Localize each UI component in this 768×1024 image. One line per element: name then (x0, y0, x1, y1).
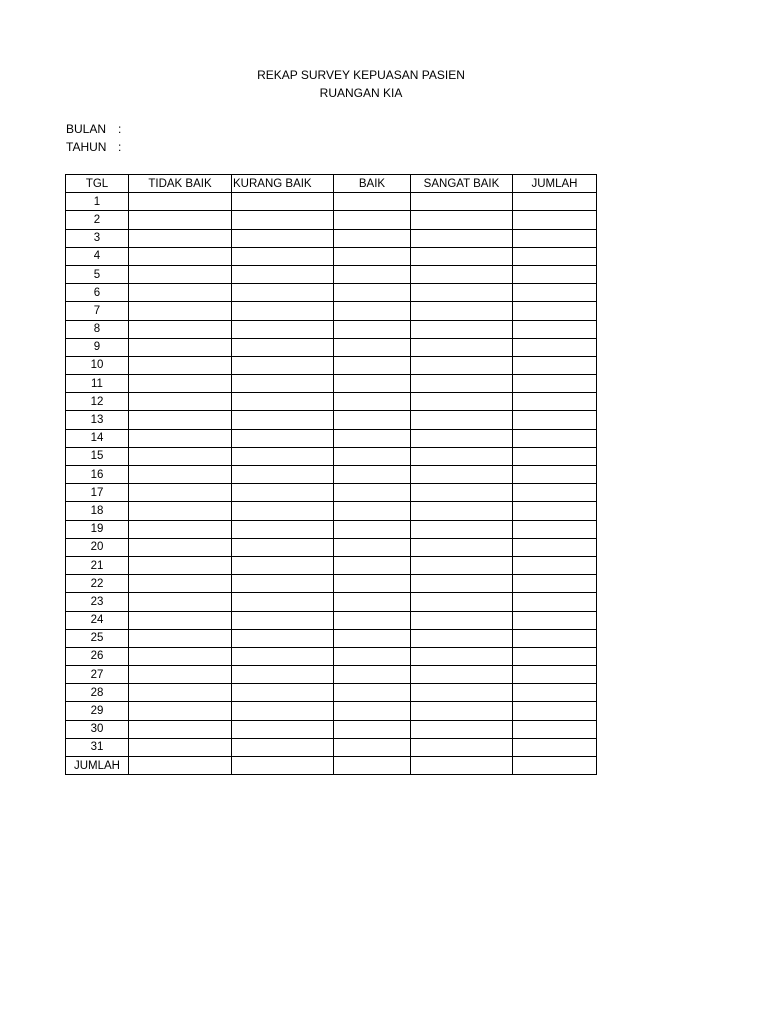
jumlah-cell (513, 411, 597, 429)
jumlah-cell (513, 320, 597, 338)
tidak-baik-cell (129, 684, 232, 702)
column-header-kurang-baik: KURANG BAIK (232, 175, 334, 193)
baik-cell (334, 556, 411, 574)
baik-cell (334, 229, 411, 247)
tahun-value: : (118, 140, 122, 154)
total-label-cell: JUMLAH (66, 757, 129, 775)
tidak-baik-cell (129, 411, 232, 429)
tgl-cell: 12 (66, 393, 129, 411)
table-row (66, 302, 597, 320)
tgl-cell: 19 (66, 520, 129, 538)
meta-tahun (66, 140, 121, 154)
tgl-cell: 7 (66, 302, 129, 320)
baik-cell (334, 520, 411, 538)
baik-cell (334, 720, 411, 738)
kurang-baik-cell (232, 284, 334, 302)
column-header-jumlah: JUMLAH (513, 175, 597, 193)
table-row (66, 265, 597, 283)
table-row (66, 575, 597, 593)
kurang-baik-cell (232, 265, 334, 283)
kurang-baik-cell (232, 702, 334, 720)
sangat-baik-cell (411, 520, 513, 538)
tidak-baik-cell (129, 720, 232, 738)
sangat-baik-cell (411, 502, 513, 520)
sangat-baik-cell (411, 593, 513, 611)
baik-cell (334, 738, 411, 756)
table-row (66, 593, 597, 611)
baik-cell (334, 284, 411, 302)
baik-cell (334, 356, 411, 374)
sangat-baik-cell (411, 284, 513, 302)
kurang-baik-cell (232, 302, 334, 320)
sangat-baik-cell (411, 356, 513, 374)
baik-cell (334, 757, 411, 775)
jumlah-cell (513, 502, 597, 520)
tgl-cell: 4 (66, 247, 129, 265)
column-header-tgl: TGL (66, 175, 129, 193)
baik-cell (334, 502, 411, 520)
tgl-cell: 31 (66, 738, 129, 756)
sangat-baik-cell (411, 320, 513, 338)
table-row (66, 338, 597, 356)
baik-cell (334, 265, 411, 283)
sangat-baik-cell (411, 375, 513, 393)
kurang-baik-cell (232, 720, 334, 738)
tidak-baik-cell (129, 211, 232, 229)
tgl-cell: 22 (66, 575, 129, 593)
table-row (66, 611, 597, 629)
tidak-baik-cell (129, 265, 232, 283)
kurang-baik-cell (232, 320, 334, 338)
sangat-baik-cell (411, 466, 513, 484)
page-subtitle: RUANGAN KIA (319, 86, 403, 100)
jumlah-cell (513, 720, 597, 738)
tgl-cell: 20 (66, 538, 129, 556)
baik-cell (334, 375, 411, 393)
tidak-baik-cell (129, 284, 232, 302)
column-header-baik: BAIK (334, 175, 411, 193)
tgl-cell: 5 (66, 265, 129, 283)
table-row (66, 720, 597, 738)
tgl-cell: 1 (66, 193, 129, 211)
jumlah-cell (513, 556, 597, 574)
tidak-baik-cell (129, 375, 232, 393)
sangat-baik-cell (411, 702, 513, 720)
jumlah-cell (513, 538, 597, 556)
baik-cell (334, 647, 411, 665)
tidak-baik-cell (129, 484, 232, 502)
tidak-baik-cell (129, 302, 232, 320)
jumlah-cell (513, 702, 597, 720)
sangat-baik-cell (411, 429, 513, 447)
tgl-cell: 14 (66, 429, 129, 447)
sangat-baik-cell (411, 684, 513, 702)
kurang-baik-cell (232, 684, 334, 702)
jumlah-cell (513, 575, 597, 593)
tidak-baik-cell (129, 538, 232, 556)
baik-cell (334, 466, 411, 484)
jumlah-cell (513, 466, 597, 484)
tidak-baik-cell (129, 447, 232, 465)
column-header-sangat-baik: SANGAT BAIK (411, 175, 513, 193)
sangat-baik-cell (411, 247, 513, 265)
jumlah-cell (513, 375, 597, 393)
kurang-baik-cell (232, 520, 334, 538)
tgl-cell: 27 (66, 666, 129, 684)
sangat-baik-cell (411, 647, 513, 665)
baik-cell (334, 429, 411, 447)
kurang-baik-cell (232, 229, 334, 247)
baik-cell (334, 593, 411, 611)
tidak-baik-cell (129, 611, 232, 629)
rekap-table (65, 174, 597, 775)
baik-cell (334, 338, 411, 356)
table-row (66, 502, 597, 520)
jumlah-cell (513, 629, 597, 647)
tgl-cell: 18 (66, 502, 129, 520)
tidak-baik-cell (129, 356, 232, 374)
baik-cell (334, 447, 411, 465)
baik-cell (334, 320, 411, 338)
meta-bulan (66, 122, 121, 136)
sangat-baik-cell (411, 738, 513, 756)
table-row (66, 738, 597, 756)
bulan-value: : (118, 122, 122, 136)
tgl-cell: 30 (66, 720, 129, 738)
kurang-baik-cell (232, 375, 334, 393)
sangat-baik-cell (411, 229, 513, 247)
table-row (66, 284, 597, 302)
page-title: REKAP SURVEY KEPUASAN PASIEN (257, 68, 465, 82)
tidak-baik-cell (129, 320, 232, 338)
tgl-cell: 10 (66, 356, 129, 374)
jumlah-cell (513, 302, 597, 320)
kurang-baik-cell (232, 447, 334, 465)
kurang-baik-cell (232, 502, 334, 520)
sangat-baik-cell (411, 666, 513, 684)
table-body (66, 193, 597, 775)
jumlah-cell (513, 229, 597, 247)
tidak-baik-cell (129, 247, 232, 265)
kurang-baik-cell (232, 575, 334, 593)
table-row (66, 466, 597, 484)
sangat-baik-cell (411, 757, 513, 775)
sangat-baik-cell (411, 302, 513, 320)
baik-cell (334, 411, 411, 429)
tidak-baik-cell (129, 193, 232, 211)
tgl-cell: 13 (66, 411, 129, 429)
tgl-cell: 16 (66, 466, 129, 484)
kurang-baik-cell (232, 393, 334, 411)
baik-cell (334, 302, 411, 320)
tgl-cell: 6 (66, 284, 129, 302)
kurang-baik-cell (232, 647, 334, 665)
tidak-baik-cell (129, 757, 232, 775)
tidak-baik-cell (129, 702, 232, 720)
tgl-cell: 23 (66, 593, 129, 611)
sangat-baik-cell (411, 556, 513, 574)
kurang-baik-cell (232, 411, 334, 429)
table-total-row (66, 757, 597, 775)
tidak-baik-cell (129, 520, 232, 538)
table-header-row (66, 175, 597, 193)
tgl-cell: 17 (66, 484, 129, 502)
tgl-cell: 25 (66, 629, 129, 647)
bulan-label: BULAN (66, 122, 107, 136)
baik-cell (334, 666, 411, 684)
kurang-baik-cell (232, 484, 334, 502)
kurang-baik-cell (232, 247, 334, 265)
table-row (66, 684, 597, 702)
jumlah-cell (513, 447, 597, 465)
jumlah-cell (513, 247, 597, 265)
tidak-baik-cell (129, 502, 232, 520)
kurang-baik-cell (232, 556, 334, 574)
kurang-baik-cell (232, 666, 334, 684)
table-row (66, 375, 597, 393)
table-row (66, 429, 597, 447)
tgl-cell: 11 (66, 375, 129, 393)
sangat-baik-cell (411, 211, 513, 229)
baik-cell (334, 611, 411, 629)
jumlah-cell (513, 393, 597, 411)
table-row (66, 229, 597, 247)
table-row (66, 211, 597, 229)
kurang-baik-cell (232, 593, 334, 611)
tgl-cell: 29 (66, 702, 129, 720)
kurang-baik-cell (232, 429, 334, 447)
tidak-baik-cell (129, 556, 232, 574)
table-row (66, 556, 597, 574)
sangat-baik-cell (411, 629, 513, 647)
jumlah-cell (513, 520, 597, 538)
kurang-baik-cell (232, 356, 334, 374)
tidak-baik-cell (129, 738, 232, 756)
sangat-baik-cell (411, 575, 513, 593)
baik-cell (334, 393, 411, 411)
tidak-baik-cell (129, 338, 232, 356)
kurang-baik-cell (232, 193, 334, 211)
baik-cell (334, 193, 411, 211)
jumlah-cell (513, 484, 597, 502)
jumlah-cell (513, 757, 597, 775)
tidak-baik-cell (129, 393, 232, 411)
table-row (66, 447, 597, 465)
baik-cell (334, 484, 411, 502)
jumlah-cell (513, 429, 597, 447)
tahun-label: TAHUN (66, 140, 107, 154)
jumlah-cell (513, 738, 597, 756)
table-row (66, 193, 597, 211)
table-row (66, 393, 597, 411)
jumlah-cell (513, 666, 597, 684)
sangat-baik-cell (411, 411, 513, 429)
jumlah-cell (513, 593, 597, 611)
jumlah-cell (513, 684, 597, 702)
table-row (66, 520, 597, 538)
tidak-baik-cell (129, 593, 232, 611)
tgl-cell: 26 (66, 647, 129, 665)
table-row (66, 702, 597, 720)
sangat-baik-cell (411, 393, 513, 411)
kurang-baik-cell (232, 757, 334, 775)
tidak-baik-cell (129, 466, 232, 484)
sangat-baik-cell (411, 447, 513, 465)
sangat-baik-cell (411, 338, 513, 356)
tgl-cell: 15 (66, 447, 129, 465)
jumlah-cell (513, 193, 597, 211)
table-row (66, 629, 597, 647)
jumlah-cell (513, 611, 597, 629)
jumlah-cell (513, 356, 597, 374)
tidak-baik-cell (129, 575, 232, 593)
tidak-baik-cell (129, 666, 232, 684)
baik-cell (334, 247, 411, 265)
table-row (66, 647, 597, 665)
baik-cell (334, 575, 411, 593)
kurang-baik-cell (232, 738, 334, 756)
baik-cell (334, 684, 411, 702)
jumlah-cell (513, 338, 597, 356)
sangat-baik-cell (411, 484, 513, 502)
baik-cell (334, 702, 411, 720)
kurang-baik-cell (232, 538, 334, 556)
tidak-baik-cell (129, 229, 232, 247)
kurang-baik-cell (232, 629, 334, 647)
tidak-baik-cell (129, 629, 232, 647)
kurang-baik-cell (232, 611, 334, 629)
jumlah-cell (513, 265, 597, 283)
tgl-cell: 8 (66, 320, 129, 338)
kurang-baik-cell (232, 338, 334, 356)
tgl-cell: 2 (66, 211, 129, 229)
sangat-baik-cell (411, 193, 513, 211)
baik-cell (334, 629, 411, 647)
jumlah-cell (513, 211, 597, 229)
kurang-baik-cell (232, 211, 334, 229)
table-row (66, 666, 597, 684)
tgl-cell: 21 (66, 556, 129, 574)
table-row (66, 247, 597, 265)
baik-cell (334, 538, 411, 556)
table-row (66, 320, 597, 338)
table-row (66, 484, 597, 502)
sangat-baik-cell (411, 611, 513, 629)
tidak-baik-cell (129, 429, 232, 447)
table-row (66, 538, 597, 556)
table-row (66, 356, 597, 374)
kurang-baik-cell (232, 466, 334, 484)
tgl-cell: 28 (66, 684, 129, 702)
sangat-baik-cell (411, 265, 513, 283)
tgl-cell: 9 (66, 338, 129, 356)
tgl-cell: 3 (66, 229, 129, 247)
tidak-baik-cell (129, 647, 232, 665)
baik-cell (334, 211, 411, 229)
jumlah-cell (513, 284, 597, 302)
table-row (66, 411, 597, 429)
jumlah-cell (513, 647, 597, 665)
sangat-baik-cell (411, 720, 513, 738)
sangat-baik-cell (411, 538, 513, 556)
tgl-cell: 24 (66, 611, 129, 629)
column-header-tidak-baik: TIDAK BAIK (129, 175, 232, 193)
